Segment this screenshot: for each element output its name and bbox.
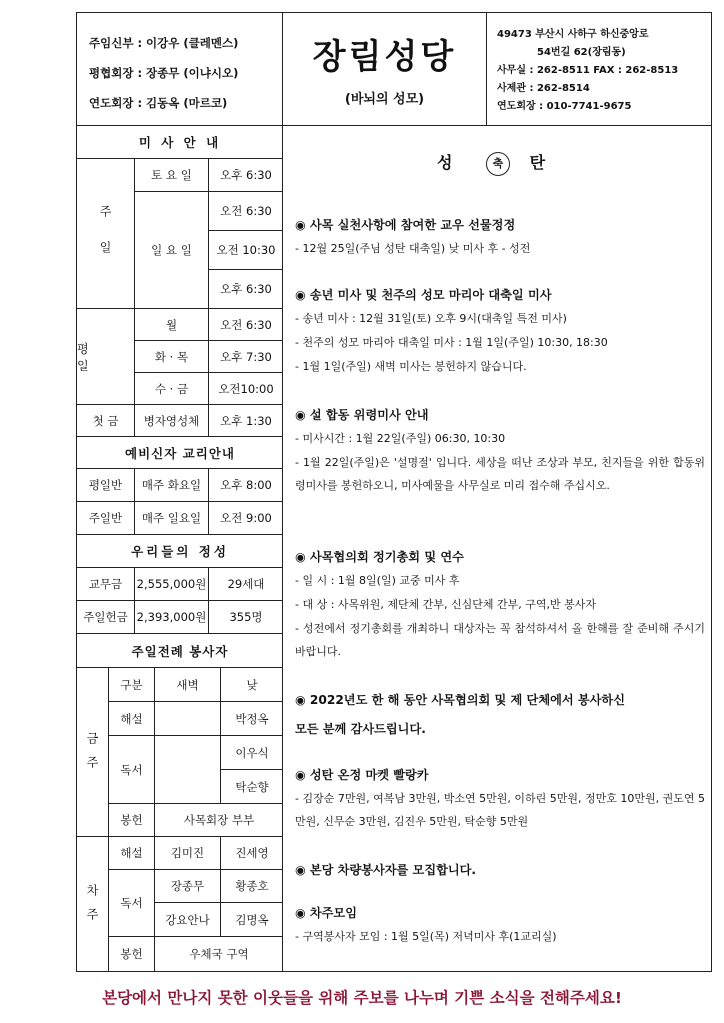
next-week-label: 차 주 [77,837,109,971]
offertory-role: 봉헌 [109,937,155,971]
weekday-time-2: 오후 7:30 [209,341,283,373]
announcement-title: ◉ 본당 차량봉사자를 모집합니다. [295,863,477,877]
title-right-char: 탄 [529,153,560,172]
announcement-bullet: - 대 상 : 사목위원, 제단체 간부, 신심단체 간부, 구역,반 봉사자 [295,598,597,611]
weekday-day-3: 수 · 금 [135,373,209,405]
weekday-day-2: 화 · 목 [135,341,209,373]
announcement-title: ◉ 설 합동 위령미사 안내 [295,408,429,422]
weekday-label: 평 일 [77,309,135,405]
lector-dawn-1: 장종무 [155,870,221,903]
sodality-phone: 연도회장 : 010-7741-9675 [497,101,632,112]
lector-day-1: 황종호 [221,870,283,903]
announcement-item [295,766,705,833]
sunday-day: 일 요 일 [135,192,209,309]
sodality-president: 연도회장 : 김동옥 (마르코) [89,96,228,110]
announcement-item [295,861,705,878]
title-left-char: 성 [436,153,467,172]
commentator-day: 진세영 [221,837,283,870]
catechumen-day: 매주 일요일 [135,502,209,534]
dawn-column-header: 새벽 [155,668,221,702]
weekday-time-3: 오전10:00 [209,373,283,405]
day-column-header: 낮 [221,668,283,702]
announcement-bullet: - 천주의 성모 마리아 대축일 미사 : 1월 1일(주일) 10:30, 18:30 [295,336,608,349]
offering-amount: 2,393,000원 [135,601,209,633]
church-title-block [283,13,487,125]
first-friday-label: 첫 금 [77,405,135,436]
offertory-role: 봉헌 [109,804,155,837]
first-friday-time: 오후 1:30 [220,413,272,428]
saturday-time: 오후 6:30 [209,159,283,192]
rectory-phone: 사제관 : 262-8514 [497,83,590,94]
contact-info [487,13,713,125]
announcement-bullet: - 송년 미사 : 12월 31일(토) 오후 9시(대축일 특전 미사) [295,312,567,325]
announcement-title-continued: 모든 분께 감사드립니다. [295,722,426,736]
commentator-role: 해설 [109,702,155,736]
catechumen-time: 오전 9:00 [220,511,272,525]
announcement-bullet: - 김장순 7만원, 여복남 3만원, 박소연 5만원, 이하린 5만원, 정만호 10만원, 권도연 5만원, 신무순 3만원, 김진우 5만원, 탁순향 5만원 [295,792,705,828]
lector-day-2: 김명옥 [221,903,283,937]
announcement-item [295,406,705,497]
offering-heading: 우리들의 정성 [77,535,283,568]
catechumen-day: 매주 화요일 [135,469,209,501]
announcement-title: ◉ 사목 실천사항에 참여한 교우 선물정정 [295,218,516,232]
announcement-bullet: - 일 시 : 1월 8일(일) 교중 미사 후 [295,574,460,587]
commentator-dawn: 김미진 [155,837,221,870]
clergy-info [77,13,283,125]
announcement-bullet: - 성전에서 정기총회를 개최하니 대상자는 꼭 참석하셔서 올 한해를 잘 준비해 주시기 바랍니다. [295,622,705,658]
first-friday-day: 병자영성체 [135,405,209,436]
announcement-title: ◉ 2022년도 한 해 동안 사목협의회 및 제 단체에서 봉사하신 [295,693,625,707]
announcement-title: ◉ 차주모임 [295,906,357,920]
announcement-bullet: - 1월 22일(주일)은 '설명절' 입니다. 세상을 떠난 조상과 부모, 친지들을 위한 합동위령미사를 봉헌하오니, 미사예물을 사무실로 미리 접수해 주십시오. [295,456,705,492]
lector-role: 독서 [109,870,155,937]
lector-role: 독서 [109,736,155,804]
sunday-time-1: 오전 6:30 [209,192,283,231]
announcement-item [295,904,705,949]
announcement-item [295,286,705,379]
catechumen-time: 오후 8:00 [220,478,272,492]
servers-heading: 주일전례 봉사자 [77,634,283,668]
first-friday-row [77,405,283,437]
council-president: 평협회장 : 장종무 (이냐시오) [89,66,239,80]
footer-banner: 본당에서 만나지 못한 이웃들을 위해 주보를 나누며 기쁜 소식을 전해주세요! [102,989,622,1007]
offering-amount: 2,555,000원 [135,568,209,600]
schedule-column [77,126,283,971]
patron-name: (바뇌의 성모) [344,92,425,107]
offering-count: 29세대 [227,577,265,591]
pastor-name: 주임신부 : 이강우 (클레멘스) [89,36,239,50]
catechumen-label: 평일반 [77,469,135,501]
offertory-value: 우체국 구역 [189,947,249,961]
catechumen-row [77,469,283,502]
announcements-column [283,126,713,971]
offering-row [77,601,283,634]
weekday-day-1: 월 [135,309,209,341]
mass-schedule-heading: 미 사 안 내 [77,126,283,159]
offering-row [77,568,283,601]
offering-label: 주일헌금 [77,601,135,633]
bulletin-page [76,12,712,972]
commentator-dawn [155,702,221,736]
announcement-item [295,691,705,737]
saturday-day: 토 요 일 [135,159,209,192]
weekday-time-1: 오전 6:30 [209,309,283,341]
commentator-role: 해설 [109,837,155,870]
lector-day-1: 이우식 [221,736,283,770]
announcement-item [295,548,705,663]
announcement-title: ◉ 송년 미사 및 천주의 성모 마리아 대축일 미사 [295,288,552,302]
celebration-seal-icon: 축 [486,152,510,176]
catechumen-row [77,502,283,535]
catechumen-label: 주일반 [77,502,135,534]
announcement-bullet: - 12월 25일(주님 성탄 대축일) 낮 미사 후 - 성전 [295,242,531,255]
role-column-header: 구분 [109,668,155,702]
sunday-time-2: 오전 10:30 [209,231,283,270]
offering-count: 355명 [229,610,263,624]
lector-dawn-2: 강요안나 [155,903,221,937]
announcement-bullet: - 1월 1일(주일) 새벽 미사는 봉헌하지 않습니다. [295,360,527,373]
this-week-label: 금 주 [77,668,109,837]
announcement-bullet: - 미사시간 : 1월 22일(주일) 06:30, 10:30 [295,432,506,445]
bulletin-header [77,13,711,126]
lector-dawn [155,736,221,804]
address-line-2: 54번길 62(장림동) [537,47,626,58]
sunday-label: 주 일 [77,159,135,309]
section-title [283,150,713,176]
announcement-bullet: - 구역봉사자 모임 : 1월 5일(목) 저녁미사 후(1교리실) [295,930,557,943]
sunday-time-3: 오후 6:30 [209,270,283,309]
announcement-title: ◉ 사목협의회 정기총회 및 연수 [295,550,464,564]
offering-label: 교무금 [77,568,135,600]
office-phone: 사무실 : 262-8511 FAX : 262-8513 [497,65,679,76]
offertory-value: 사목회장 부부 [155,804,283,837]
announcement-title: ◉ 성탄 온정 마켓 빨랑카 [295,768,429,782]
address-line-1: 49473 부산시 사하구 하신중앙로 [497,29,649,40]
catechumen-heading: 예비신자 교리안내 [77,437,283,469]
announcement-item [295,216,705,261]
commentator-day: 박정옥 [221,702,283,736]
lector-day-2: 탁순향 [221,770,283,804]
church-name: 장림성당 [312,37,457,77]
